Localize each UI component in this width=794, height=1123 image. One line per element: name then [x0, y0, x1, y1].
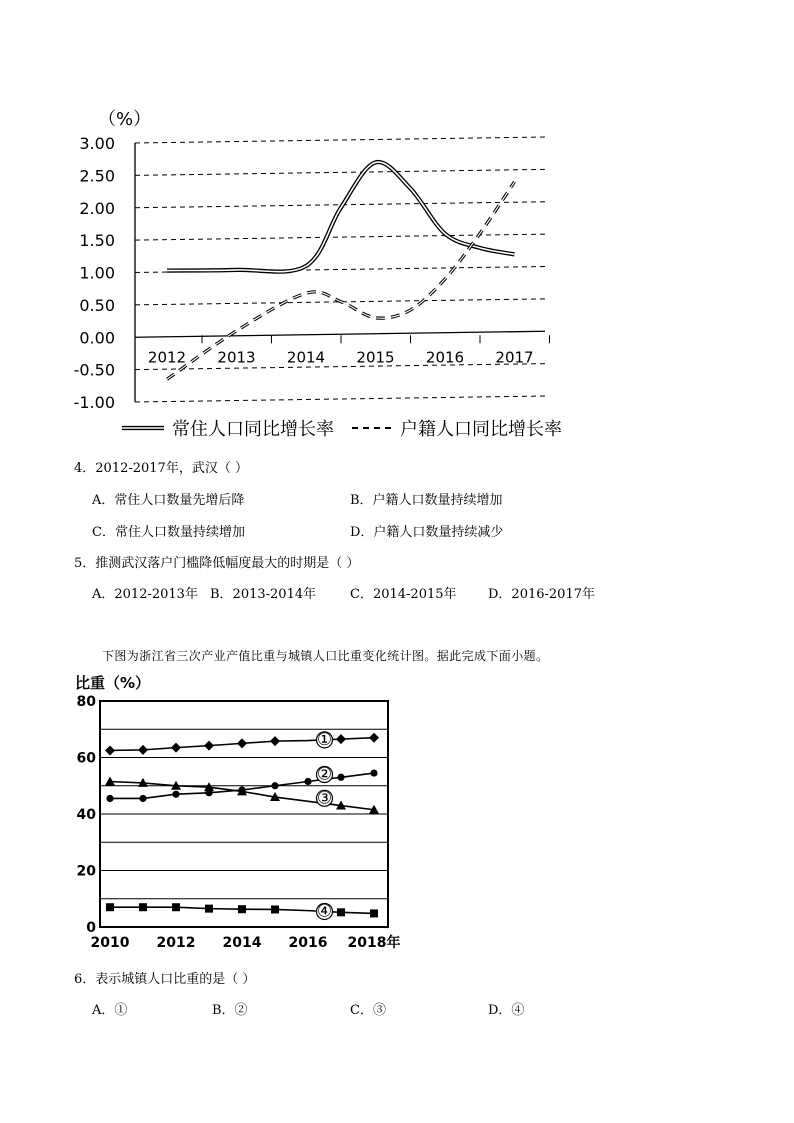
y-tick-label: -1.00 — [73, 393, 115, 412]
grid-line — [135, 137, 545, 143]
series-3-label: ③ — [316, 788, 333, 809]
question-6-stem: 6．表示城镇人口比重的是（ ） — [74, 972, 256, 987]
x-tick-label: 2016 — [425, 348, 465, 367]
series-1-point — [270, 736, 280, 746]
series-4-point — [106, 903, 114, 911]
y-tick-label: 0.00 — [79, 328, 115, 348]
x-tick-label: 2014 — [222, 935, 262, 951]
series-4-point — [172, 903, 180, 911]
series-2-point — [139, 795, 146, 802]
x-tick-label: 2014 — [286, 348, 326, 367]
series-1-point — [105, 745, 115, 755]
y-tick-label: 1.00 — [79, 263, 115, 283]
x-tick-label: 2017 — [495, 348, 534, 367]
grid-line — [135, 234, 545, 240]
series-4-point — [370, 909, 378, 917]
y-axis-unit-label: 比重（%） — [75, 674, 151, 692]
series-1-point — [171, 743, 181, 753]
series-4-point — [205, 905, 213, 913]
y-tick-label: 20 — [76, 863, 96, 880]
question-4-option-b: B．户籍人口数量持续增加 — [350, 493, 503, 508]
series-1-point — [138, 745, 148, 755]
series-1-point — [204, 741, 214, 751]
series-2-point — [106, 795, 113, 802]
question-6-option-d: D．④ — [488, 1003, 525, 1018]
x-tick-label: 2012 — [156, 935, 196, 951]
series-1-point — [336, 734, 346, 744]
population-growth-chart — [60, 100, 620, 445]
x-tick-label: 2016 — [288, 935, 328, 951]
y-tick-label: 40 — [76, 807, 96, 823]
x-tick-label: 2013 — [217, 348, 256, 367]
question-5-option-d: D．2016-2017年 — [488, 587, 595, 602]
series-4-point — [337, 908, 345, 916]
x-tick-label: 2010 — [90, 935, 130, 951]
series-4-point — [139, 903, 147, 911]
question-4-option-d: D．户籍人口数量持续减少 — [350, 525, 504, 540]
y-tick-label: 0 — [86, 920, 96, 936]
series-2-point — [172, 791, 179, 798]
grid-line — [135, 364, 545, 370]
y-tick-label: -0.50 — [73, 360, 115, 380]
y-tick-label: 2.50 — [79, 166, 115, 186]
y-tick-label: 3.00 — [79, 134, 115, 153]
y-tick-label: 1.50 — [79, 231, 115, 251]
question-6-option-a: A．① — [92, 1003, 128, 1018]
y-tick-label: 60 — [76, 750, 96, 767]
series-1-point — [237, 738, 247, 748]
y-tick-label: 80 — [76, 694, 96, 710]
series-4-point — [271, 905, 279, 913]
question-5-stem: 5．推测武汉落户门槛降低幅度最大的时期是（ ） — [74, 556, 360, 571]
x-tick-label: 2012 — [147, 348, 187, 367]
zhejiang-share-chart — [70, 668, 420, 953]
series-1-point — [369, 733, 379, 743]
question-5-option-b: B．2013-2014年 — [210, 587, 317, 602]
grid-line — [135, 169, 545, 175]
series-2-point — [304, 778, 311, 785]
y-axis-unit-label: （%） — [98, 109, 152, 130]
series-2-label: ② — [316, 764, 333, 785]
question-6-option-c: C．③ — [350, 1003, 386, 1018]
question-4-stem: 4．2012-2017年，武汉（ ） — [74, 461, 248, 476]
question-4-option-c: C．常住人口数量持续增加 — [92, 525, 245, 540]
question-6-option-b: B．② — [212, 1003, 248, 1018]
y-tick-label: 0.50 — [79, 295, 115, 315]
question-5-option-c: C．2014-2015年 — [350, 587, 457, 602]
series-4-label: ④ — [316, 901, 333, 922]
series-2-point — [337, 774, 344, 781]
zero-axis-line — [135, 331, 545, 337]
grid-line — [135, 396, 545, 402]
legend-registered-label: 户籍人口同比增长率 — [400, 419, 562, 440]
legend-resident-label: 常住人口同比增长率 — [172, 419, 334, 440]
series-4-point — [238, 905, 246, 913]
y-tick-label: 2.00 — [79, 198, 115, 218]
question-4-option-a: A．常住人口数量先增后降 — [92, 493, 245, 508]
question-5-option-a: A．2012-2013年 — [92, 587, 198, 602]
series-2-point — [271, 782, 278, 789]
series-2-point — [370, 769, 377, 776]
x-tick-label: 2018年 — [347, 935, 401, 951]
x-tick-label: 2015 — [356, 348, 395, 367]
section-intro: 下图为浙江省三次产业产值比重与城镇人口比重变化统计图。据此完成下面小题。 — [102, 649, 549, 663]
series-1-label: ① — [316, 729, 333, 750]
